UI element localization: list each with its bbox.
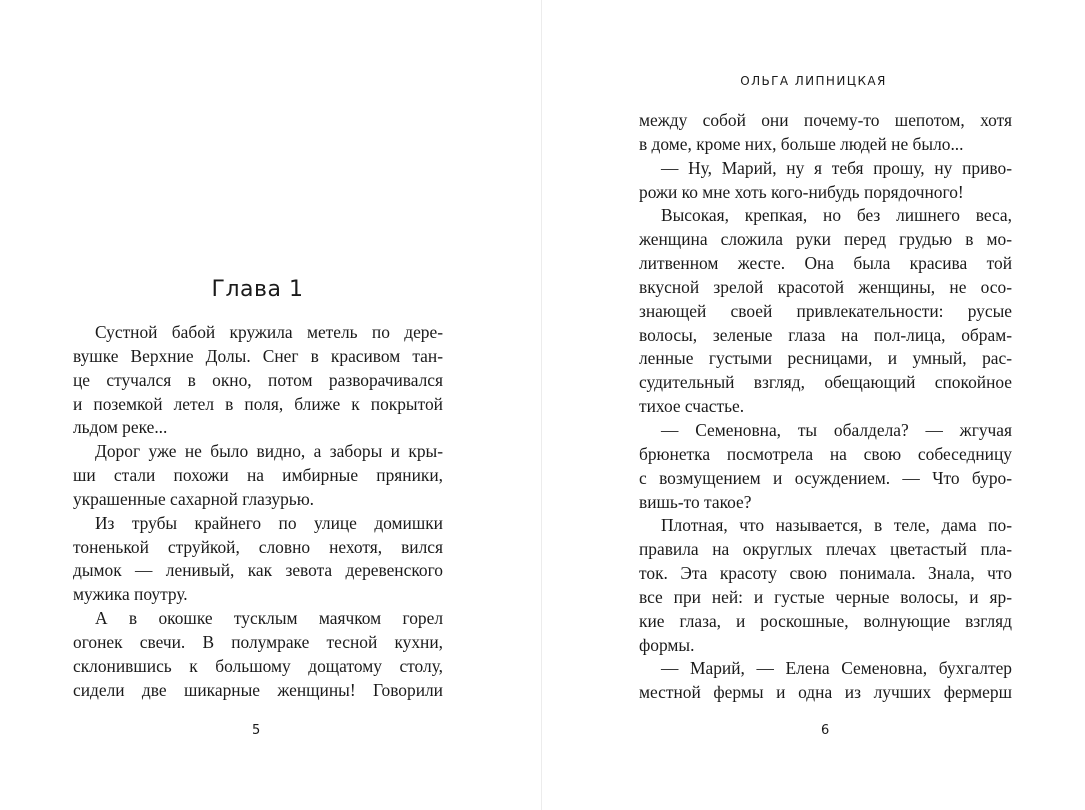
text-line: огонек свечи. В полумраке тесной кухни, [73,631,443,652]
text-line: ши стали похожи на имбирные пряники, [73,465,443,486]
text-line: украшенные сахарной глазурью. [73,488,315,509]
text-line: сидели две шикарные женщины! Говорили [73,679,443,700]
text-line: Из трубы крайнего по улице домишки [95,512,443,533]
text-line: Дорог уже не было видно, а заборы и кры- [95,441,443,462]
text-line: Плотная, что называется, в теле, дама по- [661,515,1012,536]
text-line: вишь-то такое? [639,491,752,512]
text-line: волосы, зеленые глаза на пол-лица, обрам- [639,324,1012,345]
text-line: местной фермы и одна из лучших фермерш [639,682,1012,703]
text-line: рожи ко мне хоть кого-нибудь порядочного! [639,181,964,202]
right-page [542,0,1085,810]
left-page [0,0,541,810]
running-head-author: ОЛЬГА ЛИПНИЦКАЯ [740,74,887,88]
text-line: тоненькой струйкой, словно нехотя, вился [73,536,443,557]
text-line: все при ней: и густые черные волосы, и яр- [639,586,1012,607]
text-line: кие глаза, и роскошные, волнующие взгляд [639,610,1012,631]
text-line: с возмущением и осуждением. — Что буро- [639,467,1012,488]
text-line: — Марий, — Елена Семеновна, бухгалтер [661,658,1012,679]
text-line: склонившись к большому дощатому столу, [73,655,443,676]
page-number-right: 6 [821,723,830,738]
text-line: литвенном жесте. Она была красива той [639,253,1012,274]
text-line: ток. Эта красоту свою понимала. Знала, что [639,563,1012,584]
text-line: це стучался в окно, потом разворачивался [73,369,443,390]
text-line: брюнетка посмотрела на свою собеседницу [639,443,1012,464]
left-page-body-text [73,321,443,703]
right-page-body-text [639,109,1012,705]
text-line: судительный взгляд, обещающий спокойное [639,372,1012,393]
text-line: — Семеновна, ты обалдела? — жгучая [661,419,1012,440]
text-line: мужика поутру. [73,584,188,605]
text-line: Сустной бабой кружила метель по дере- [95,322,443,342]
text-line: дымок — ленивый, как зевота деревенского [73,560,443,581]
text-line: в доме, кроме них, больше людей не было... [639,133,964,154]
text-line: вкусной зрелой красотой женщины, не осо- [639,276,1012,297]
text-line: женщина сложила руки перед грудью в мо- [639,229,1012,250]
chapter-title: Глава 1 [211,277,304,302]
text-line: знающей своей привлекательности: русые [639,300,1012,321]
page-number-left: 5 [252,723,261,738]
text-line: правила на округлых плечах цветастый пла- [639,539,1012,560]
text-line: льдом реке... [73,417,168,438]
text-line: ленные густыми ресницами, и умный, рас- [639,348,1012,369]
text-line: между собой они почему-то шепотом, хотя [639,110,1012,130]
text-line: формы. [639,634,695,655]
text-line: вушке Верхние Долы. Снег в красивом тан- [73,345,443,366]
text-line: А в окошке тусклым маячком горел [95,608,443,629]
text-line: тихое счастье. [639,396,745,417]
text-line: — Ну, Марий, ну я тебя прошу, ну приво- [661,157,1012,178]
text-line: Высокая, крепкая, но без лишнего веса, [661,205,1012,226]
text-line: и поземкой летел в поля, ближе к покрытой [73,393,443,414]
